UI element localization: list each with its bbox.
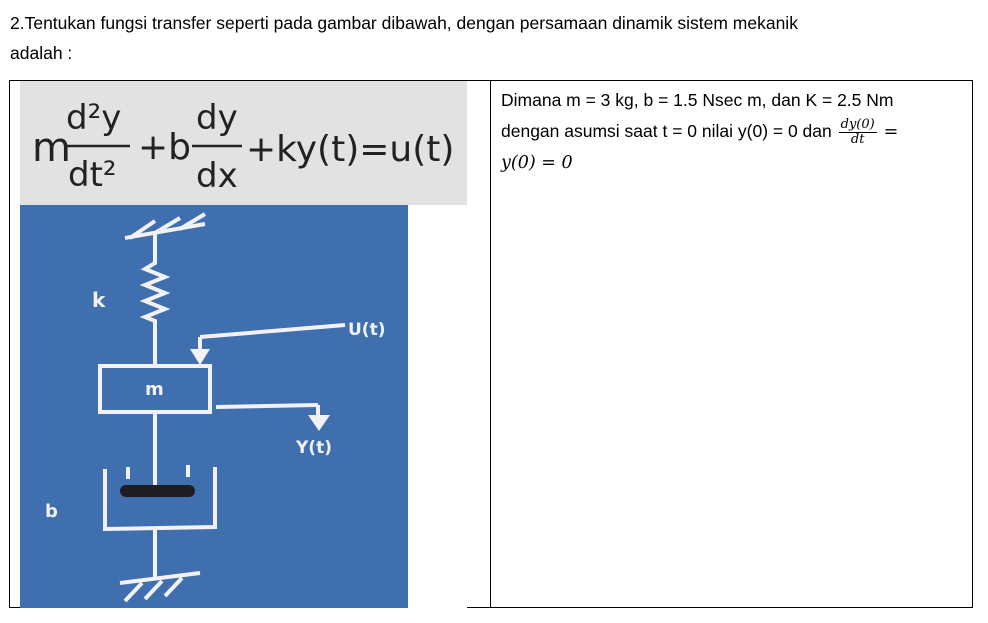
eq-d2y: d²y [66, 98, 122, 138]
eq-m: m [32, 125, 71, 171]
mass-label: m [145, 379, 164, 400]
question-line-2: adalah : [10, 43, 73, 63]
eq-rest: +ky(t)=u(t) [246, 129, 455, 170]
eq-dx: dx [196, 156, 238, 196]
damper-label: b [45, 501, 58, 522]
content-table [9, 80, 973, 608]
mechanical-system-photo [20, 81, 467, 608]
left-cell [10, 81, 491, 608]
output-label: Y(t) [296, 438, 332, 458]
parameters-line: Dimana m = 3 kg, b = 1.5 Nsec m, dan K = 2.5 Nm [501, 90, 894, 110]
eq-dy: dy [196, 98, 238, 138]
eq-plus-b: +b [138, 127, 192, 168]
damper-piston [120, 485, 195, 497]
derivative-fraction [839, 118, 877, 147]
force-label: U(t) [348, 320, 386, 340]
equals-sign: = [883, 122, 899, 142]
right-cell [491, 81, 973, 608]
initial-conditions-line [501, 116, 971, 148]
question-line-1: 2.Tentukan fungsi transfer seperti pada gambar dibawah, dengan persamaan dinamik sistem mekanik [10, 13, 798, 33]
fraction-denominator: dt [850, 131, 865, 147]
spring-label: k [92, 288, 106, 312]
initial-value-line: y(0) = 0 [501, 153, 573, 173]
eq-dt2: dt² [68, 155, 117, 195]
question-text [10, 8, 970, 68]
given-values [501, 85, 971, 179]
fraction-numerator: dy(0) [840, 116, 875, 132]
initial-conditions-text: dengan asumsi saat t = 0 nilai y(0) = 0 dan [501, 121, 832, 141]
